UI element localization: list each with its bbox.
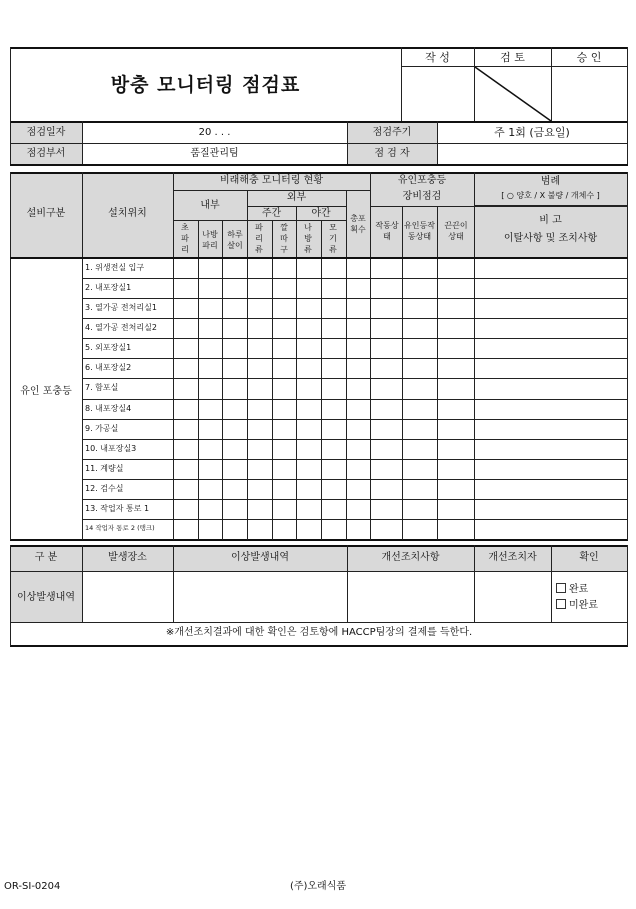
- col-monitoring-status: 비래해충 모니터링 현황: [220, 175, 323, 186]
- inspection-cycle-value: 주 1회 (금요일): [494, 126, 570, 139]
- col-install-location: 설치위치: [108, 208, 147, 219]
- equipment-group-text: 유인 포충등: [20, 386, 72, 397]
- table-row[interactable]: [83, 480, 627, 499]
- abnormal-col-person: 개선조치자: [488, 552, 537, 563]
- inspection-dept-value: 품질관리팀: [190, 148, 239, 159]
- abnormal-col-action: 개선조치사항: [381, 552, 440, 563]
- inspection-cycle-label: 점검주기: [372, 127, 412, 138]
- legend-text: [ ○ 양호 / X 불량 / 개체수 ]: [501, 191, 600, 200]
- checkbox-not-done[interactable]: [556, 599, 566, 609]
- table-row[interactable]: [83, 460, 627, 479]
- col-equipment-class: 설비구분: [26, 208, 66, 219]
- inspection-date-label: 점검일자: [26, 127, 66, 138]
- table-row[interactable]: [83, 259, 627, 278]
- remark-title: 비 고: [539, 215, 562, 226]
- location-name: 8. 내포장실4: [85, 404, 132, 413]
- inspection-date-field[interactable]: 20 . . .: [198, 127, 231, 138]
- location-name: 12. 검수실: [85, 484, 124, 493]
- approval-author-sign-box[interactable]: [402, 67, 474, 121]
- company-name: (주)오래식품: [289, 881, 347, 892]
- remark-subtitle: 이탈사항 및 조치사항: [503, 233, 598, 244]
- col-night: 야간: [311, 208, 331, 219]
- review-slash-line: [474, 66, 552, 122]
- location-name: 5. 외포장실1: [85, 343, 132, 352]
- table-row[interactable]: [83, 520, 627, 539]
- table-row[interactable]: [83, 400, 627, 419]
- abnormal-detail-field[interactable]: [174, 572, 347, 622]
- col-sticky-status: 끈끈이상태: [444, 221, 468, 241]
- table-row[interactable]: [83, 379, 627, 398]
- approval-approve-label: 승 인: [576, 51, 602, 64]
- col-moth-fly: 나방파리: [202, 230, 218, 250]
- table-row[interactable]: [83, 359, 627, 378]
- table-row[interactable]: [83, 279, 627, 298]
- col-operation-status: 작동상태: [375, 221, 399, 241]
- location-name: 9. 가공실: [85, 424, 119, 433]
- col-fruit-fly: 초파리: [181, 223, 189, 254]
- table-row[interactable]: [83, 319, 627, 338]
- legend-title: 범례: [540, 176, 561, 187]
- abnormal-col-place: 발생장소: [108, 552, 147, 563]
- inspector-label: 점 검 자: [374, 148, 410, 159]
- location-name: 7. 함포실: [85, 383, 119, 392]
- inspector-field[interactable]: [437, 149, 627, 161]
- col-equipment-check-l1: 유인포충등: [397, 175, 447, 186]
- inspection-dept-label: 점검부서: [26, 148, 66, 159]
- location-name: 10. 내포장실3: [85, 444, 137, 453]
- col-total-count: 총포획수: [350, 214, 366, 234]
- location-name: 11. 계량실: [85, 464, 124, 473]
- confirm-not-done-option[interactable]: [556, 599, 598, 611]
- approval-note: ※개선조치결과에 대한 확인은 검토항에 HACCP팀장의 결제를 득한다.: [165, 627, 473, 638]
- checkbox-done[interactable]: [556, 583, 566, 593]
- col-gnat: 깔따구: [280, 223, 288, 254]
- confirm-done-label: 완료: [569, 584, 589, 595]
- abnormal-col-class: 구 분: [34, 552, 58, 563]
- confirm-done-option[interactable]: [556, 583, 588, 595]
- location-name: 2. 내포장실1: [85, 283, 132, 292]
- col-moth: 나방류: [304, 223, 312, 254]
- approval-review-label: 검 토: [500, 51, 525, 64]
- equipment-group-label: [10, 386, 82, 398]
- approval-author-label: 작 성: [425, 51, 450, 64]
- abnormal-col-confirm: 확인: [579, 552, 599, 563]
- location-name: 13. 작업자 통로 1: [85, 504, 150, 513]
- col-mayfly: 하루살이: [227, 230, 243, 250]
- col-outer: 외부: [286, 192, 307, 203]
- col-day: 주간: [261, 208, 282, 219]
- doc-code: OR-SI-0204: [4, 881, 61, 892]
- col-fly: 파리류: [255, 223, 263, 254]
- col-equipment-check-l2: 장비점검: [402, 191, 442, 202]
- confirm-not-done-label: 미완료: [569, 600, 598, 611]
- page-title: 방충 모니터링 점검표: [110, 74, 301, 96]
- table-row[interactable]: [83, 299, 627, 318]
- table-row[interactable]: [83, 440, 627, 459]
- location-name: 6. 내포장실2: [85, 363, 132, 372]
- abnormal-place-field[interactable]: [83, 572, 173, 622]
- location-name: 1. 위생전실 입구: [85, 263, 145, 272]
- abnormal-action-field[interactable]: [348, 572, 474, 622]
- col-inner: 내부: [200, 200, 220, 211]
- col-lamp-status: 유인등작동상태: [404, 221, 435, 241]
- approval-approve-sign-box[interactable]: [552, 67, 627, 121]
- col-mosquito: 모기류: [329, 223, 337, 254]
- location-name: 3. 열가공 전처리실1: [85, 303, 157, 312]
- table-row[interactable]: [83, 420, 627, 439]
- abnormal-person-field[interactable]: [475, 572, 551, 622]
- table-row[interactable]: [83, 500, 627, 519]
- abnormal-col-detail: 이상발생내역: [231, 552, 289, 563]
- table-row[interactable]: [83, 339, 627, 358]
- location-name: 4. 열가공 전처리실2: [85, 323, 157, 332]
- location-name: 14 작업자 통로 2 (탱크): [85, 524, 155, 532]
- abnormal-row-label: 이상발생내역: [17, 592, 75, 603]
